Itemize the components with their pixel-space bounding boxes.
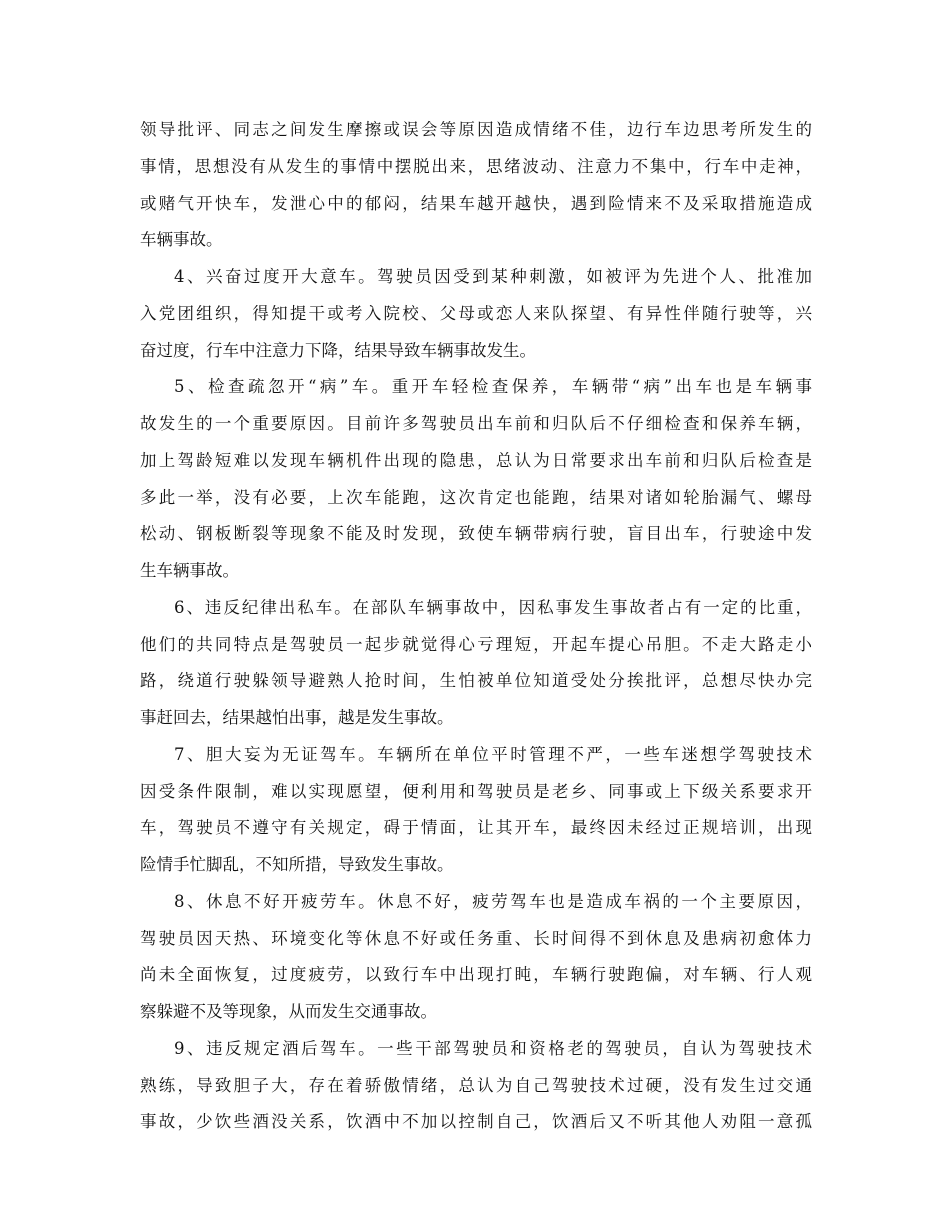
text-line: 察躲避不及等现象，从而发生交通事故。 <box>140 1002 437 1021</box>
document-body <box>140 112 812 1141</box>
paragraph-start-line: 8、休息不好开疲劳车。休息不好，疲劳驾车也是造成车祸的一个主要原因， <box>174 891 812 911</box>
text-line: 车，驾驶员不遵守有关规定，碍于情面，让其开车，最终因未经过正规培训，出现 <box>140 818 812 838</box>
paragraph-start-line: 4、兴奋过度开大意车。驾驶员因受到某种刺激，如被评为先进个人、批准加 <box>174 267 812 286</box>
text-line: 事情，思想没有从发生的事情中摆脱出来，思绪波动、注意力不集中，行车中走神， <box>140 156 812 176</box>
text-line: 险情手忙脚乱，不知所措，导致发生事故。 <box>140 855 454 874</box>
text-line: 故发生的一个重要原因。目前许多驾驶员出车前和归队后不仔细检查和保养车辆， <box>140 414 812 433</box>
text-line: 领导批评、同志之间发生摩擦或误会等原因造成情绪不佳，边行车边思考所发生的 <box>140 120 812 139</box>
paragraph-start-line: 9、违反规定酒后驾车。一些干部驾驶员和资格老的驾驶员，自认为驾驶技术 <box>174 1038 812 1058</box>
paragraph-start-line: 7、胆大妄为无证驾车。车辆所在单位平时管理不严，一些车迷想学驾驶技术 <box>174 744 812 764</box>
text-line: 尚未全面恢复，过度疲劳，以致行车中出现打盹，车辆行驶跑偏，对车辆、行人观 <box>140 965 812 985</box>
text-line: 事赶回去，结果越怕出事，越是发生事故。 <box>140 708 454 727</box>
text-line: 车辆事故。 <box>140 230 223 250</box>
text-line: 加上驾龄短难以发现车辆机件出现的隐患，总认为日常要求出车前和归队后检查是 <box>140 450 812 470</box>
text-line: 路，绕道行驶躲领导避熟人抢时间，生怕被单位知道受处分挨批评，总想尽快办完 <box>140 671 812 691</box>
text-line: 生车辆事故。 <box>140 561 239 580</box>
text-line: 事故，少饮些酒没关系，饮酒中不加以控制自己，饮酒后又不听其他人劝阻一意孤 <box>140 1112 812 1132</box>
text-line: 因受条件限制，难以实现愿望，便利用和驾驶员是老乡、同事或上下级关系要求开 <box>140 781 812 801</box>
paragraph-start-line: 6、违反纪律出私车。在部队车辆事故中，因私事发生事故者占有一定的比重， <box>174 597 812 617</box>
text-line: 或赌气开快车，发泄心中的郁闷，结果车越开越快，遇到险情来不及采取措施造成 <box>140 193 812 213</box>
text-line: 奋过度，行车中注意力下降，结果导致车辆事故发生。 <box>140 340 536 360</box>
paragraph-start-line: 5、检查疏忽开“病”车。重开车轻检查保养，车辆带“病”出车也是车辆事 <box>174 377 812 397</box>
text-line: 驾驶员因天热、环境变化等休息不好或任务重、长时间得不到休息及患病初愈体力 <box>140 928 812 948</box>
text-line: 松动、钢板断裂等现象不能及时发现，致使车辆带病行驶，盲目出车，行驶途中发 <box>140 524 812 544</box>
text-line: 多此一举，没有必要，上次车能跑，这次肯定也能跑，结果对诸如轮胎漏气、螺母 <box>140 487 812 507</box>
text-line: 熟练，导致胆子大，存在着骄傲情绪，总认为自己驾驶技术过硬，没有发生过交通 <box>140 1075 812 1095</box>
text-line: 他们的共同特点是驾驶员一起步就觉得心亏理短，开起车提心吊胆。不走大路走小 <box>140 634 812 654</box>
text-line: 入党团组织，得知提干或考入院校、父母或恋人来队探望、有异性伴随行驶等，兴 <box>140 303 812 323</box>
